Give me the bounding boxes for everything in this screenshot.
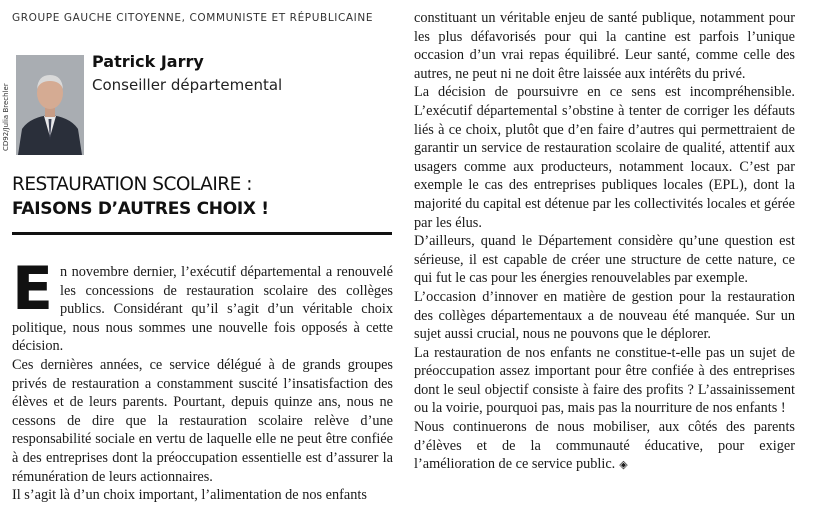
paragraph: constituant un véritable enjeu de santé publique, notamment pour les plus défavorisés pour qui la cantine est parfois l’unique occasion d’un vrai repas équilibré. Leur santé, comme celle des autres, ne peut ni ne doit être laissée aux intérêts du privé. <box>414 10 795 82</box>
paragraph: La décision de poursuivre en ce sens est incompréhensible. L’exécutif départemental s’obstine à tenter de corriger les défauts liés à ce choix, plutôt que d’en faire d’autres qui permettraient de garantir un service de restauration scolaire de qualité, attentif aux usagers comme aux producteurs, notamment locaux. C’est par exemple le cas des entreprises publiques locales (EPL), dont la majorité du capital est détenue par les collectivités locales et gérée par les élus. <box>414 84 795 231</box>
paragraph <box>12 263 393 356</box>
headline-line-1: RESTAURATION SCOLAIRE : <box>12 174 252 195</box>
article-column-right <box>414 9 795 524</box>
headline-line-2: FAISONS D’AUTRES CHOIX ! <box>12 199 269 219</box>
headline-rule <box>12 232 392 235</box>
article-column-left <box>12 263 393 531</box>
paragraph-text: n novembre dernier, l’exécutif départemental a renouvelé les concessions de restauration scolaire des collèges publics. Considérant qu’il s’agit d’un véritable choix politique, nous nous sommes une nouvelle fois opposés à cette décision. <box>12 264 393 355</box>
group-label: GROUPE GAUCHE CITOYENNE, COMMUNISTE ET RÉPUBLICAINE <box>12 12 374 24</box>
author-photo-block <box>4 55 84 155</box>
paragraph <box>414 418 795 475</box>
end-mark-icon: ◈ <box>619 459 628 472</box>
paragraph-text: Nous continuerons de nous mobiliser, aux côtés des parents d’élèves et de la communauté éducative, pour exiger l’amélioration de ce service public. <box>414 419 795 473</box>
portrait-image <box>16 55 84 155</box>
photo-credit: CD92/Julia Brechler <box>2 83 10 151</box>
paragraph: Il s’agit là d’un choix important, l’alimentation de nos enfants <box>12 487 367 504</box>
paragraph: La restauration de nos enfants ne constitue-t-elle pas un sujet de préoccupation assez important pour être confiée à des entreprises dont le seul objectif consiste à faire des profits ? L’assainissement ou la voirie, pourquoi pas, mais pas la nourriture de nos enfants ! <box>414 344 795 417</box>
author-role: Conseiller départemental <box>92 76 283 94</box>
paragraph: D’ailleurs, quand le Département considère qu’une question est sérieuse, il est capable de créer une structure de cette nature, ce qui fut le cas pour les énergies renouvelables par exemple. <box>414 233 795 287</box>
dropcap: E <box>12 263 53 324</box>
author-name: Patrick Jarry <box>92 52 204 71</box>
paragraph: L’occasion d’innover en matière de gestion pour la restauration des collèges départementaux a de nouveau été manquée. Sur un sujet aussi crucial, nous ne pouvons que le déplorer. <box>414 288 795 343</box>
author-photo <box>16 55 84 155</box>
paragraph: Ces dernières années, ce service délégué à de grands groupes privés de restauration a constamment suscité l’insatisfaction des élèves et de leurs parents. Pourtant, depuis quinze ans, nous ne cessons de dire que la restauration scolaire relève d’une responsabilité sociale en vertu de laquelle elle ne peut être confiée à des entreprises dont la préoccupation essentielle est d’assurer la rémunération de leurs actionnaires. <box>12 356 393 485</box>
